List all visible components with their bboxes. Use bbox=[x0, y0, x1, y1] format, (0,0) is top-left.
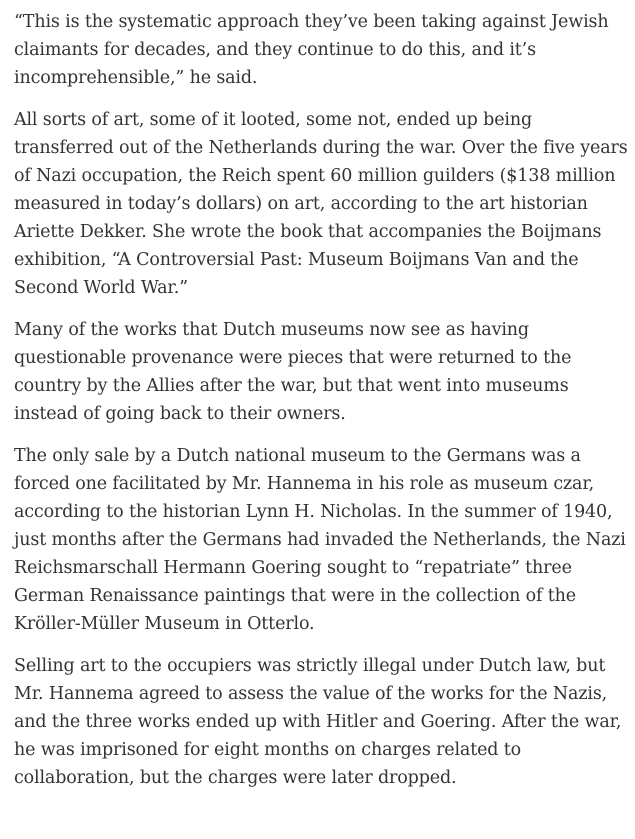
article-paragraph: Many of the works that Dutch museums now see as having questionable provenance were pieces that were returned to the country by the Allies after the war, but that went into museums instead of going back to their owners. bbox=[14, 320, 572, 424]
article-body bbox=[14, 8, 630, 806]
article-paragraph: “This is the systematic approach they’ve been taking against Jewish claimants for decades, and they continue to do this, and it’s incomprehensible,” he said. bbox=[14, 12, 609, 88]
article-paragraph: The only sale by a Dutch national museum to the Germans was a forced one facilitated by Mr. Hannema in his role as museum czar, according to the historian Lynn H. Nicholas. In the summer of 1940, just months after the Germans had invaded the Netherlands, the Nazi Reichsmarschall Hermann Goering sought to “repatriate” three German Renaissance paintings that were in the collection of the Kröller-Müller Museum in Otterlo. bbox=[14, 446, 626, 634]
article-paragraph: All sorts of art, some of it looted, some not, ended up being transferred out of the Netherlands during the war. Over the five years of Nazi occupation, the Reich spent 60 million guilders ($138 million measured in today’s dollars) on art, according to the art historian Ariette Dekker. She wrote the book that accompanies the Boijmans exhibition, “A Controversial Past: Museum Boijmans Van and the Second World War.” bbox=[14, 110, 628, 298]
article-paragraph: Selling art to the occupiers was strictly illegal under Dutch law, but Mr. Hannema agreed to assess the value of the works for the Nazis, and the three works ended up with Hitler and Goering. After the war, he was imprisoned for eight months on charges related to collaboration, but the charges were later dropped. bbox=[14, 656, 622, 788]
